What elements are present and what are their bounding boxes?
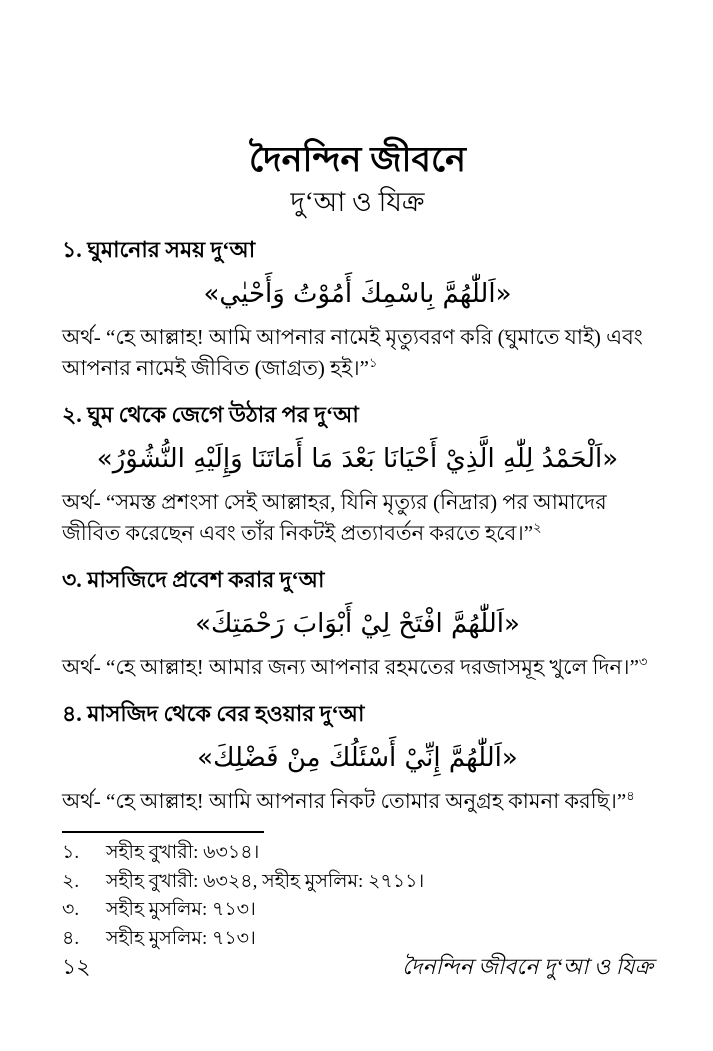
footnote-text-2: সহীহ বুখারী: ৬৩২৪, সহীহ মুসলিম: ২৭১১।: [106, 870, 425, 892]
footnote-ref-1: ১: [368, 355, 378, 371]
translation-text-4: অর্থ- “হে আল্লাহ! আমি আপনার নিকট তোমার অনুগ্রহ কামনা করছি।”: [62, 788, 627, 813]
footnote-number-3: ৩.: [62, 899, 80, 921]
footnote-text-1: সহীহ বুখারী: ৬৩১৪।: [106, 842, 260, 864]
footnote-item-4: [62, 925, 653, 954]
footnote-item-2: [62, 868, 653, 897]
arabic-dua-1: «اَللّٰهُمَّ بِاسْمِكَ أَمُوْتُ وَأَحْيٰي»: [203, 279, 512, 310]
arabic-dua-3: «اَللّٰهُمَّ افْتَحْ لِيْ أَبْوَابَ رَحْمَتِكَ»: [195, 609, 520, 640]
footnote-number-1: ১.: [62, 842, 80, 864]
footnote-number-4: ৪.: [62, 927, 80, 949]
footnote-ref-3: ৩: [638, 654, 648, 670]
footnote-text-4: সহীহ মুসলিম: ৭১৩।: [106, 927, 256, 949]
translation-1: [62, 322, 653, 385]
dua-section-1: [62, 236, 653, 385]
translation-2: [62, 487, 653, 550]
footnote-item-1: [62, 839, 653, 868]
running-title: দৈনন্দিন জীবনে দু‘আ ও যিক্র: [402, 954, 653, 979]
arabic-dua-4: «اَللّٰهُمَّ إِنِّيْ أَسْئَلُكَ مِنْ فَضْلِكَ»: [197, 743, 518, 774]
dua-section-4: [62, 700, 653, 818]
footnote-item-3: [62, 896, 653, 925]
page-title: দৈনন্দিন জীবনে: [249, 140, 466, 179]
dua-section-2: [62, 401, 653, 550]
translation-4: [62, 786, 653, 818]
footnote-separator: [62, 831, 264, 833]
arabic-dua-2: «اَلْحَمْدُ لِلّٰهِ الَّذِيْ أَحْيَانَا بَعْدَ مَا أَمَاتَنَا وَإِلَيْهِ النُّشُوْرُ»: [96, 444, 619, 475]
page-footer: [62, 950, 653, 987]
page-subtitle: দু‘আ ও যিক্র: [290, 186, 425, 217]
translation-text-3: অর্থ- “হে আল্লাহ! আমার জন্য আপনার রহমতের দরজাসমূহ খুলে দিন।”: [62, 655, 639, 680]
translation-text-2: অর্থ- “সমস্ত প্রশংসা সেই আল্লাহর, যিনি মৃত্যুর (নিদ্রার) পর আমাদের জীবিত করেছেন এবং তাঁর নিকটই প্রত্যাবর্তন করতে হবে।”: [62, 489, 607, 546]
footnote-text-3: সহীহ মুসলিম: ৭১৩।: [106, 899, 256, 921]
section-heading-3: ৩. মাসজিদে প্রবেশ করার দু‘আ: [62, 566, 325, 592]
dua-section-3: [62, 566, 653, 684]
section-heading-4: ৪. মাসজিদ থেকে বের হওয়ার দু‘আ: [62, 700, 365, 726]
translation-text-1: অর্থ- “হে আল্লাহ! আমি আপনার নামেই মৃত্যুবরণ করি (ঘুমাতে যাই) এবং আপনার নামেই জীবিত (জাগ্রত) হই।”: [62, 324, 643, 381]
translation-3: [62, 652, 653, 684]
footnote-ref-2: ২: [533, 520, 542, 536]
page-number: ১২: [62, 954, 91, 979]
section-heading-2: ২. ঘুম থেকে জেগে উঠার পর দু‘আ: [62, 401, 359, 427]
footnotes-block: [62, 839, 653, 953]
section-heading-1: ১. ঘুমানোর সময় দু‘আ: [62, 236, 256, 262]
footnote-number-2: ২.: [62, 870, 80, 892]
footnote-ref-4: ৪: [626, 787, 635, 803]
